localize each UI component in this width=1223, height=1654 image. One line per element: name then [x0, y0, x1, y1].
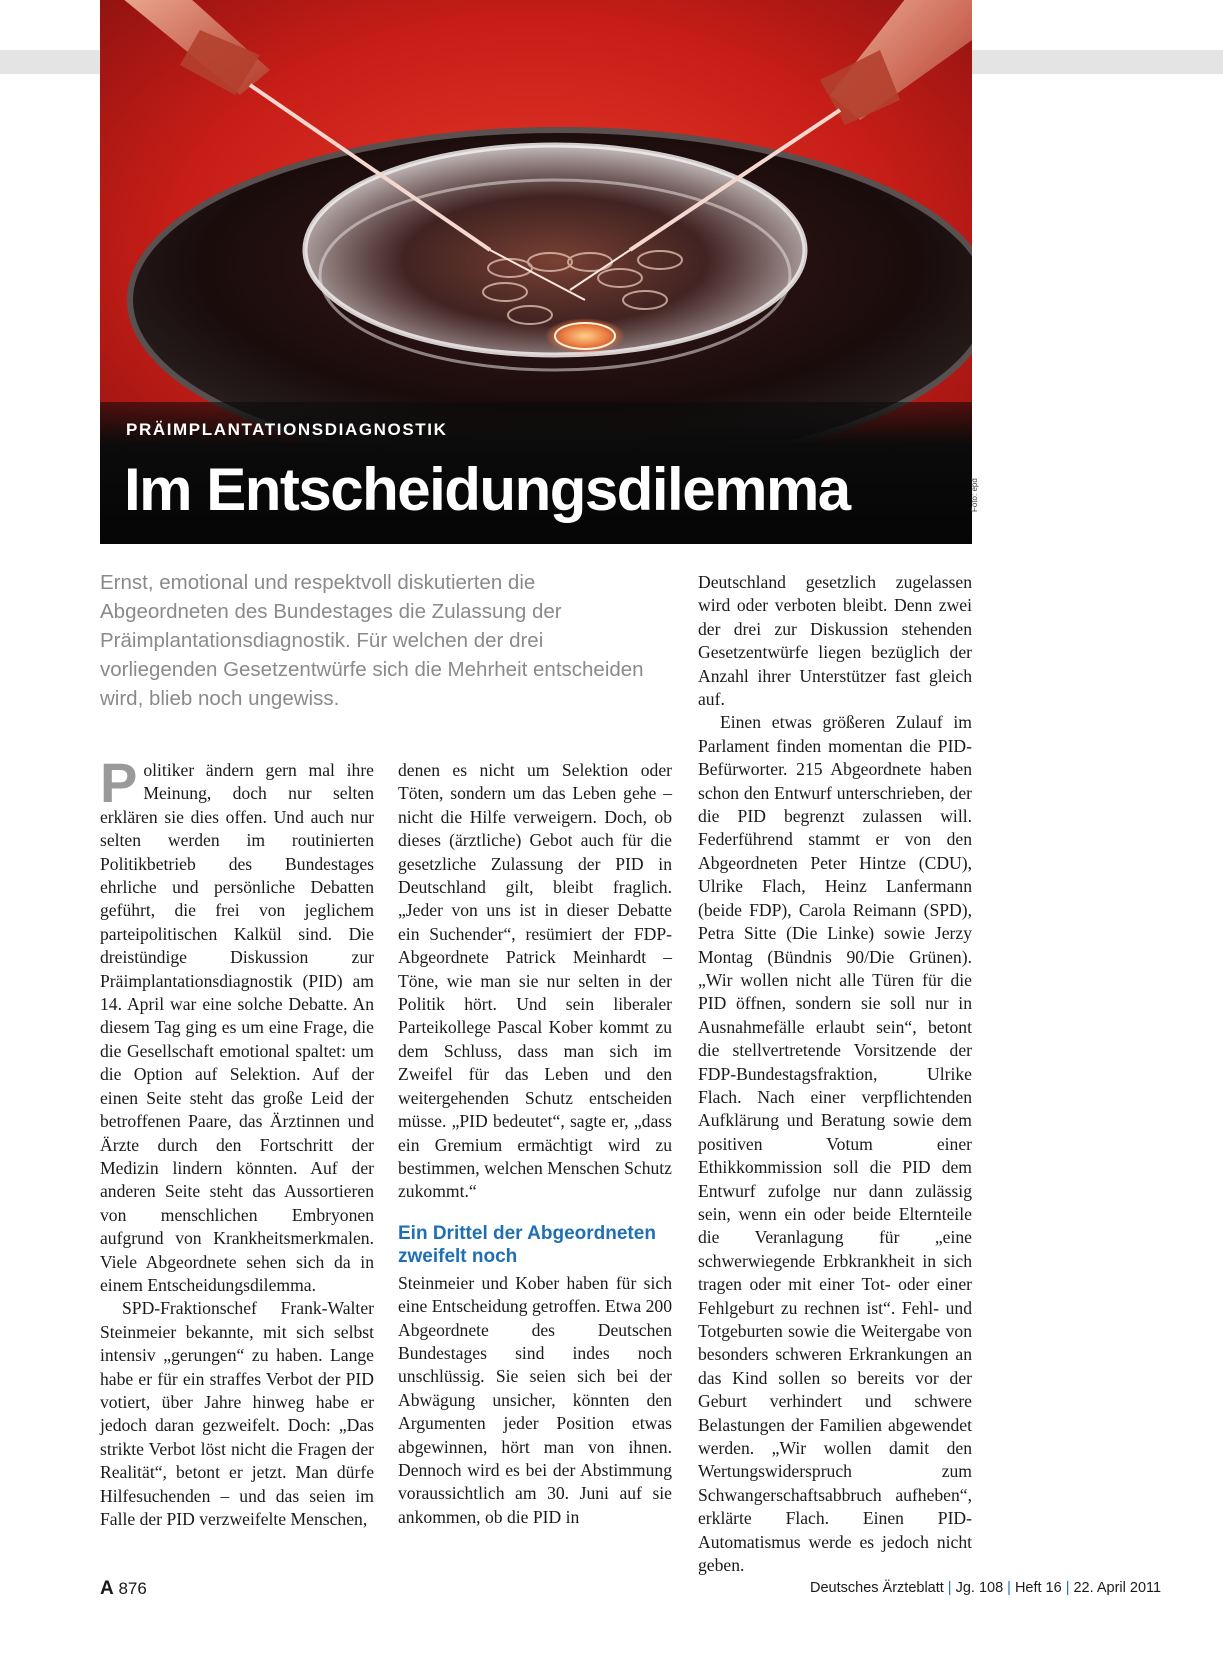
article-column-1 — [100, 751, 374, 1531]
article-kicker: PRÄIMPLANTATIONSDIAGNOSTIK — [126, 420, 448, 439]
journal-issue: Heft 16 — [1014, 1580, 1062, 1596]
journal-name: Deutsches Ärzteblatt — [810, 1580, 944, 1596]
article-column-3 — [698, 571, 972, 1577]
paragraph-undecided: Steinmeier und Kober haben für sich eine Entscheidung getroffen. Etwa 200 Abgeordnete des Deutschen Bundestages sind indes noch unschlüssig. Sie seien sich bei der Abwägung unsicher, könnten den Argumenten jeder Position etwas abgewinnen, hört man von ihnen. Dennoch wird es bei der Abstimmung voraussichtlich am 30. Juni auf sie ankommen, ob die PID in — [398, 1272, 672, 1527]
page-top-band-right — [972, 50, 1223, 74]
hero-photo — [100, 0, 972, 544]
photo-credit: Foto: epd — [970, 478, 979, 512]
paragraph-pid-proponents: Einen etwas größeren Zulauf im Parlament finden momentan die PID-Befürworter. 215 Abgeordnete haben schon den Entwurf unterschrieben, der die PID begrenzt zulassen will. Federführend stammt er von den Abgeordneten Peter Hintze (CDU), Ulrike Flach, Heinz Lanfermann (beide FDP), Carola Reimann (SPD), Petra Sitte (Die Linke) sowie Jerzy Montag (Bündnis 90/Die Grünen). „Wir wollen nicht alle Türen für die PID öffnen, sondern sie soll nur in Ausnahmefälle erlaubt sein“, betont die stellvertretende Vorsitzende der FDP-Bundestagsfraktion, Ulrike Flach. Nach einer verpflichtenden Aufklärung und Beratung sowie dem positiven Votum einer Ethikkommission soll die PID dem Entwurf zufolge nur dann zulässig sein, wenn ein oder beide Elternteile die Veranlagung für „eine schwerwiegende Erbkrankheit in sich tragen oder mit einer Tot- oder einer Fehlgeburt zu rechnen ist“. Fehl- und Totgeburten sowie die Weitergabe von besonders schweren Erkrankungen an das Kind sollen so bereits vor der Geburt verhindert und schwere Belastungen der Familien abgewendet werden. „Wir wollen damit den Wertungswiderspruch zum Schwangerschaftsabbruch aufheben“, erklärte Flach. Einen PID-Automatismus werde es jedoch nicht geben. — [698, 712, 972, 1576]
journal-date: 22. April 2011 — [1073, 1580, 1162, 1596]
journal-volume: Jg. 108 — [955, 1580, 1004, 1596]
paragraph-steinmeier: SPD-Fraktionschef Frank-Walter Steinmeier bekannte, mit sich selbst intensiv „gerungen“ zu haben. Lange habe er für ein straffes Verbot der PID votiert, über Jahre hinweg habe er jedoch daran gezweifelt. Doch: „Das strikte Verbot löst nicht die Fragen der Realität“, betont er jetzt. Man dürfe Hilfesuchenden – und das seien im Falle der PID verzweifelte Menschen, — [100, 1298, 374, 1529]
section-letter: A — [100, 1578, 114, 1599]
article-headline: Im Entscheidungsdilemma — [124, 456, 850, 523]
paragraph-meinhardt-kober: denen es nicht um Selektion oder Töten, sondern um das Leben gehe – nicht die Hilfe verweigern. Doch, ob dieses (ärztliche) Gebot auch für die gesetzliche Zulassung der PID in Deutschland gilt, bleibt fraglich. „Jeder von uns ist in dieser Debatte ein Suchender“, resümiert der FDP-Abgeordnete Patrick Meinhardt – Töne, wie man sie nur selten in der Politik hört. Und sein liberaler Parteikollege Pascal Kober kommt zu dem Schluss, dass man sich im Zweifel für das Leben und den weitergehenden Schutz entscheiden müsse. „PID bedeutet“, sagte er, „dass ein Gremium ermächtigt wird zu bestimmen, welchen Menschen Schutz zukommt.“ — [398, 760, 672, 1202]
page-number — [100, 1578, 147, 1600]
paragraph-drafts: Deutschland gesetzlich zugelassen wird oder verboten bleibt. Denn zwei der drei zur Diskussion stehenden Gesetzentwürfe liegen bezüglich der Anzahl ihrer Unterstützer fast gleich auf. — [698, 572, 972, 710]
section-subhead: Ein Drittel der Abgeordneten zweifelt noch — [398, 1222, 656, 1267]
drop-cap: P — [100, 751, 138, 814]
paragraph-intro: olitiker ändern gern mal ihre Meinung, doch nur selten erklären sie dies offen. Und auch nur selten werden im routinierten Politikbetrieb des Bundestages ehrliche und persönliche Debatten geführt, die frei von jeglichem parteipolitischen Kalkül sind. Die dreistündige Diskussion zur Präimplantationsdiagnostik (PID) am 14. April war eine solche Debatte. An diesem Tag ging es um eine Frage, die die Gesellschaft emotional spaltet: um die Option auf Selektion. Auf der einen Seite steht das große Leid der betroffenen Paare, das Ärztinnen und Ärzte durch den Fortschritt der Medizin lindern könnten. Auf der anderen Seite steht das Aussortieren von menschlichen Embryonen aufgrund von Krankheitsmerkmalen. Viele Abgeordnete sehen sich da in einem Entscheidungsdilemma. — [100, 760, 374, 1295]
page-number-value: 876 — [118, 1579, 147, 1598]
article-column-2 — [398, 759, 672, 1529]
journal-footer: Deutsches Ärzteblatt | Jg. 108 | Heft 16 | 22. April 2011 — [810, 1580, 1162, 1596]
article-lead: Ernst, emotional und respektvoll diskutierten die Abgeordneten des Bundestages die Zulassung der Präimplantationsdiagnostik. Für welchen der drei vorliegenden Gesetzentwürfe sich die Mehrheit entscheiden wird, blieb noch ungewiss. — [100, 571, 644, 710]
page-top-band-left — [0, 50, 100, 74]
